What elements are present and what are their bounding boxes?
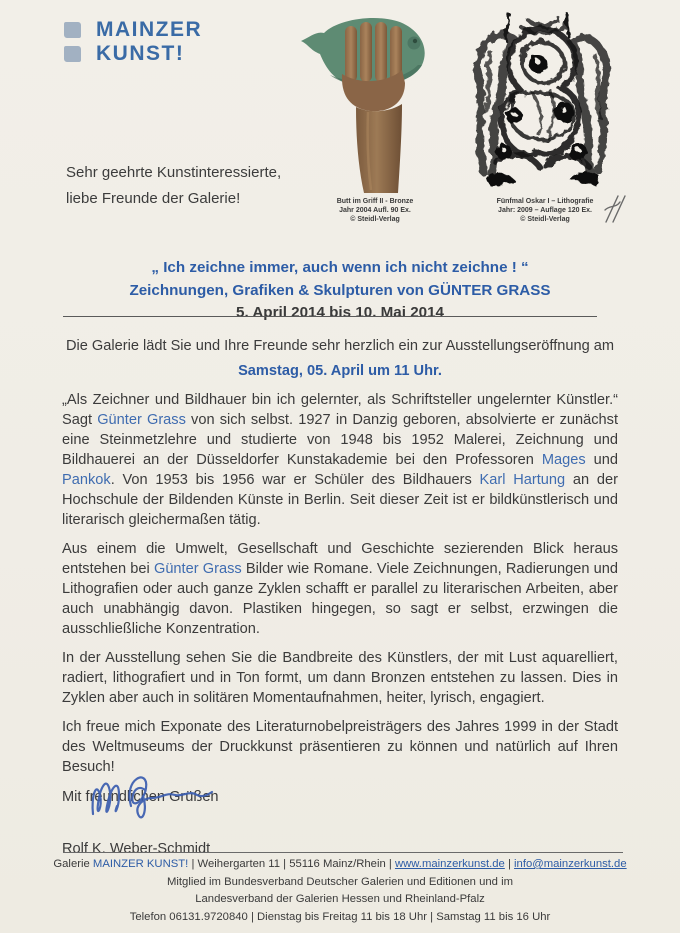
logo-line2: KUNST! bbox=[96, 42, 185, 65]
paragraph-anticipation: Ich freue mich Exponate des Literaturnobelpreisträgers des Jahres 1999 in der Stadt des Weltmuseums der Druckkunst präsentieren zu können und natürlich auf Ihren Besuch! bbox=[62, 719, 618, 775]
invitation-line1: Die Galerie lädt Sie und Ihre Freunde sehr herzlich ein zur Ausstellungseröffnung am bbox=[65, 338, 615, 354]
litho-caption-line2: Jahr: 2009 – Auflage 120 Ex. bbox=[498, 207, 592, 214]
litho-caption-line1: Fünfmal Oskar I – Lithografie bbox=[496, 198, 594, 205]
greeting bbox=[66, 160, 281, 212]
exhibition-quote: „ Ich zeichne immer, auch wenn ich nicht zeichne ! “ bbox=[151, 259, 529, 276]
bronze-caption-line2: Jahr 2004 Aufl. 90 Ex. bbox=[339, 207, 411, 214]
handwritten-signature bbox=[85, 768, 215, 824]
artist-monogram-scribble bbox=[596, 192, 630, 226]
salutation: Mit freundlichen Grüßen bbox=[62, 789, 219, 805]
exhibition-title-block bbox=[0, 256, 680, 324]
footer bbox=[0, 856, 680, 926]
paragraph-insight: Aus einem die Umwelt, Gesellschaft und Geschichte sezierenden Blick heraus entstehen bei Günter Grass Bilder wie Romane. Viele Zeichnungen, Radierungen und Lithografien oder auch ganze Zyklen schafft er parallel zu literarischen Arbeiten, aber auch unabhängig davon. Plastiken hingegen, so sagt er selbst, erzwingen die ausschließliche Konzentration. bbox=[62, 541, 618, 637]
divider-bottom bbox=[63, 852, 623, 853]
footer-hours-line: Telefon 06131.9720840 | Dienstag bis Freitag 11 bis 18 Uhr | Samstag 11 bis 16 Uhr bbox=[129, 910, 551, 923]
gallery-logo bbox=[64, 18, 202, 66]
exhibition-subtitle: Zeichnungen, Grafiken & Skulpturen von GÜNTER GRASS bbox=[129, 282, 551, 299]
greeting-line2: liebe Freunde der Galerie! bbox=[66, 190, 241, 207]
invitation-line2: Samstag, 05. April um 11 Uhr. bbox=[238, 363, 442, 379]
lithograph-image bbox=[466, 12, 620, 197]
logo-square-icon bbox=[64, 46, 81, 62]
bronze-caption-line3: © Steidl-Verlag bbox=[350, 216, 400, 223]
paragraph-exhibition: In der Ausstellung sehen Sie die Bandbreite des Künstlers, der mit Lust aquarelliert, radiert, lithografiert und in Ton formt, um dann Bronzen entstehen zu lassen. Dies in Zyklen aber auch in solitären Momentaufnahmen, heiter, lyrisch, engagiert. bbox=[62, 650, 618, 706]
litho-caption-line3: © Steidl-Verlag bbox=[520, 216, 570, 223]
sender-name: Rolf K. Weber-Schmidt bbox=[62, 841, 211, 857]
bronze-caption bbox=[300, 197, 450, 224]
logo-line1: MAINZER bbox=[96, 18, 203, 41]
footer-membership-line2: Landesverband der Galerien Hessen und Rheinland-Pfalz bbox=[195, 893, 485, 905]
footer-contact-line: Galerie MAINZER KUNST! | Weihergarten 11 | 55116 Mainz/Rhein | www.mainzerkunst.de | info@mainzerkunst.de bbox=[53, 858, 627, 870]
paragraph-bio: „Als Zeichner und Bildhauer bin ich gelernter, als Schriftsteller ungelernter Künstler.“ Sagt Günter Grass von sich selbst. 1927 in Danzig geboren, absolvierte er zunächst eine Steinmetzlehre und studierte von 1948 bis 1952 Malerei, Zeichnung und Bildhauerei an der Düsseldorfer Kunstakademie bei den Professoren Mages und Pankok. Von 1953 bis 1956 war er Schüler des Bildhauers Karl Hartung an der Hochschule der Bildenden Künste in Berlin. Seit dieser Zeit ist er bildkünstlerisch und literarisch gleichermaßen tätig. bbox=[62, 392, 619, 528]
bronze-sculpture-image bbox=[298, 12, 450, 201]
footer-membership-line1: Mitglied im Bundesverband Deutscher Galerien und Editionen und im bbox=[166, 875, 513, 888]
exhibition-dates: 5. April 2014 bis 10. Mai 2014 bbox=[236, 304, 444, 321]
logo-square-icon bbox=[64, 22, 81, 38]
greeting-line1: Sehr geehrte Kunstinteressierte, bbox=[66, 164, 282, 181]
bronze-caption-line1: Butt im Griff II - Bronze bbox=[336, 198, 414, 205]
divider-top bbox=[63, 316, 597, 317]
